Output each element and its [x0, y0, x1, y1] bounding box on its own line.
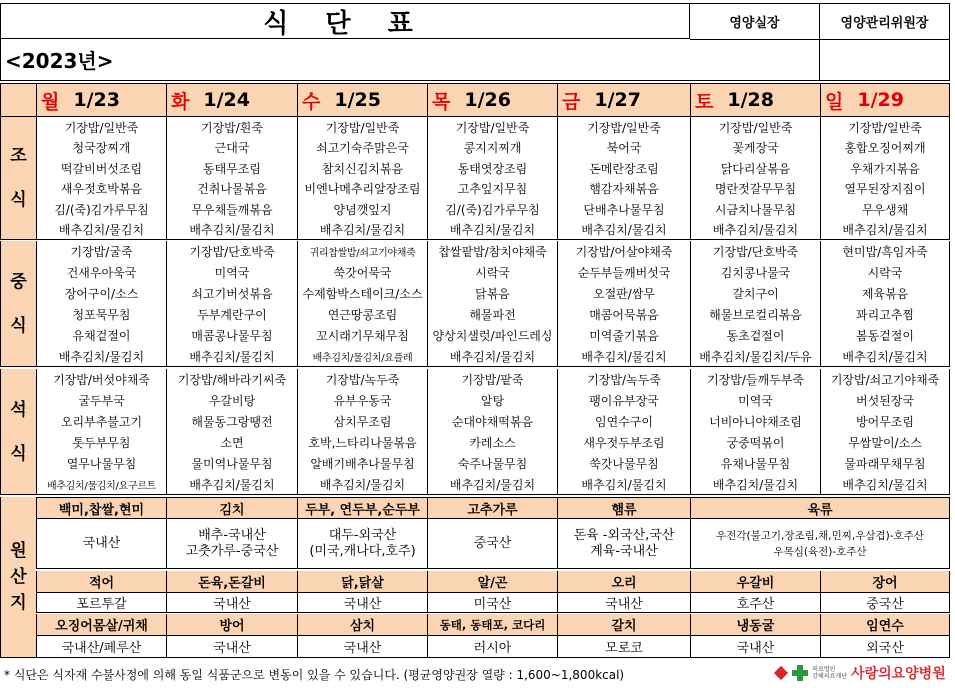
menu-item: 청포묵무침	[36, 304, 166, 325]
menu-item: 배추김치/물김치	[166, 474, 297, 495]
origin-value: 러시아	[427, 636, 557, 658]
menu-item: 기장밥/팥죽	[427, 369, 557, 390]
origin-header: 두부, 연두부,순두부	[297, 497, 427, 519]
menu-item: 무우채들깨볶음	[166, 199, 297, 220]
menu-item: 기장밥/단호박죽	[166, 241, 297, 262]
menu-item: 현미밥/흑임자죽	[820, 241, 950, 262]
menu-item: 유부우동국	[297, 390, 427, 411]
day-name: 수	[302, 90, 321, 113]
menu-item: 매콤콩나물무침	[166, 325, 297, 346]
menu-item: 기장밥/흰죽	[166, 117, 297, 138]
origin-label	[0, 497, 36, 658]
origin-value-line: 우목심(육전)-호주산	[773, 545, 867, 558]
origin-header: 고추가루	[427, 497, 557, 519]
menu-item: 해물파전	[427, 304, 557, 325]
day-header-2	[166, 83, 297, 117]
menu-item: 홍합오징어찌개	[820, 138, 950, 159]
menu-item: 배추김치/물김치	[297, 474, 427, 495]
meal-label-char: 석	[10, 399, 27, 420]
origin-header: 적어	[36, 571, 166, 593]
origin-value-line: 돈육 -외국산,국산	[573, 527, 675, 543]
origin-value-line: 국내산	[82, 535, 121, 551]
menu-item: 찹쌀팥밥/참치야채죽	[427, 241, 557, 262]
day-date: 1/25	[334, 89, 381, 111]
menu-item: 해물동그랑땡전	[166, 411, 297, 432]
menu-item: 기장밥/일반죽	[36, 117, 166, 138]
origin-value	[557, 519, 690, 569]
day-date: 1/29	[857, 89, 904, 111]
day-name: 금	[562, 90, 581, 113]
menu-item: 김/(죽)김가루무침	[427, 199, 557, 220]
menu-item: 기장밥/녹두죽	[297, 369, 427, 390]
meal-label-char: 식	[10, 443, 27, 464]
menu-item: 배추김치/물김치	[557, 220, 690, 241]
meal-label-char: 식	[10, 190, 27, 210]
menu-item: 톳두부무침	[36, 432, 166, 453]
menu-item: 호박,느타리나물볶음	[297, 432, 427, 453]
menu-item: 기장밥/일반죽	[820, 117, 950, 138]
origin-value-line: (미국,캐나다,호주)	[309, 543, 416, 559]
menu-item: 유채겉절이	[36, 325, 166, 346]
menu-item: 기장밥/들깨두부죽	[690, 369, 820, 390]
menu-item: 미역국	[690, 390, 820, 411]
menu-item: 배추김치/물김치/요구르트	[36, 474, 166, 495]
origin-header: 햄류	[557, 497, 690, 519]
menu-item: 건새우아욱국	[36, 262, 166, 283]
menu-item: 배추김치/물김치	[820, 346, 950, 367]
menu-item: 궁중떡볶이	[690, 432, 820, 453]
menu-item: 알탕	[427, 390, 557, 411]
sign-box-committee-chief[interactable]	[820, 39, 950, 81]
menu-item: 양상치샐럿/파인드레싱	[427, 325, 557, 346]
origin-header: 백미,찹쌀,현미	[36, 497, 166, 519]
menu-item: 배추김치/물김치	[297, 220, 427, 241]
menu-item: 시금치나물무침	[690, 199, 820, 220]
menu-item: 버섯된장국	[820, 390, 950, 411]
origin-value: 국내산	[297, 593, 427, 613]
hospital-sub2: 강혜의료재단	[812, 673, 848, 680]
menu-item: 건취나물볶음	[166, 179, 297, 200]
menu-item: 수제함박스테이크/소스	[297, 283, 427, 304]
menu-item: 배추김치/물김치	[557, 346, 690, 367]
page-title: 식 단 표	[0, 3, 690, 39]
menu-item: 순두부들깨버섯국	[557, 262, 690, 283]
day-date: 1/28	[727, 89, 774, 111]
day-date: 1/23	[73, 89, 120, 111]
origin-header: 알/곤	[427, 571, 557, 593]
origin-value	[690, 519, 950, 569]
menu-item: 배추김치/물김치	[557, 474, 690, 495]
menu-item: 쑥갓나물무침	[557, 453, 690, 474]
origin-value	[36, 519, 166, 569]
heart-icon	[774, 666, 788, 680]
menu-item: 알배기배추나물무침	[297, 453, 427, 474]
menu-item: 고추잎지무침	[427, 179, 557, 200]
menu-item: 우갈비탕	[166, 390, 297, 411]
meal-label-1	[0, 117, 36, 240]
origin-value: 국내산/페루산	[36, 636, 166, 658]
menu-item: 열무된장지짐이	[820, 179, 950, 200]
menu-item: 봄동겉절이	[820, 325, 950, 346]
menu-item: 소면	[166, 432, 297, 453]
hospital-logo	[770, 660, 952, 686]
day-header-5	[557, 83, 690, 117]
origin-header: 오징어몸살/귀채	[36, 614, 166, 636]
day-header-4	[427, 83, 557, 117]
menu-item: 숙주나물무침	[427, 453, 557, 474]
origin-value-line: 고춧가루-중국산	[185, 543, 279, 559]
menu-item: 우채가지볶음	[820, 158, 950, 179]
origin-header: 동태, 동태포, 코다리	[427, 614, 557, 636]
day-date: 1/26	[464, 89, 511, 111]
menu-item: 배추김치/물김치	[427, 346, 557, 367]
menu-item: 팽이유부장국	[557, 390, 690, 411]
origin-value: 호주산	[690, 593, 820, 613]
origin-label-char: 원	[10, 541, 27, 561]
meal-label-3	[0, 369, 36, 495]
footer-note: * 식단은 식자재 수불사정에 의해 동일 식품군으로 변동이 있을 수 있습니다. (평균영양권장 열량 : 1,600~1,800kcal)	[4, 667, 625, 682]
origin-value	[427, 519, 557, 569]
menu-item: 비엔나메추리알장조림	[297, 179, 427, 200]
menu-item: 기장밥/일반죽	[557, 117, 690, 138]
hospital-sub1: 의료법인	[812, 666, 836, 673]
menu-item: 미역국	[166, 262, 297, 283]
menu-item: 귀리찹쌀밥/쇠고기야채죽	[297, 241, 427, 262]
menu-item: 꽈리고추찜	[820, 304, 950, 325]
origin-header: 냉동굴	[690, 614, 820, 636]
origin-header: 돈육,돈갈비	[166, 571, 297, 593]
menu-item: 단배추나물무침	[557, 199, 690, 220]
sign-label-nutrition-chief: 영양실장	[690, 3, 820, 39]
day-header-3	[297, 83, 427, 117]
menu-item: 양념깻잎지	[297, 199, 427, 220]
menu-item: 쇠고기버섯볶음	[166, 283, 297, 304]
sign-label-committee-chief: 영양관리위원장	[820, 3, 950, 39]
menu-item: 물파래무채무침	[820, 453, 950, 474]
menu-item: 해물브로컬리볶음	[690, 304, 820, 325]
menu-item: 배추김치/물김치/요플레	[297, 346, 427, 367]
menu-item: 햄감자채볶음	[557, 179, 690, 200]
origin-header: 육류	[690, 497, 950, 519]
origin-header: 임연수	[820, 614, 950, 636]
meal-label-char: 식	[10, 315, 27, 336]
origin-value: 중국산	[820, 593, 950, 613]
menu-item: 새우젓호박볶음	[36, 179, 166, 200]
menu-item: 김/(죽)김가루무침	[36, 199, 166, 220]
day-date: 1/27	[594, 89, 641, 111]
menu-item: 기장밥/단호박죽	[690, 241, 820, 262]
menu-item: 갈치구이	[690, 283, 820, 304]
medical-cross-icon	[792, 665, 808, 681]
menu-item: 시락국	[427, 262, 557, 283]
menu-item: 물미역나물무침	[166, 453, 297, 474]
menu-item: 카레소스	[427, 432, 557, 453]
menu-item: 기장밥/녹두죽	[557, 369, 690, 390]
menu-item: 근대국	[166, 138, 297, 159]
day-header-6	[690, 83, 820, 117]
menu-item: 김치콩나물국	[690, 262, 820, 283]
origin-value-line: 배추-국내산	[198, 527, 266, 543]
menu-item: 돈메란장조림	[557, 158, 690, 179]
year-label: <2023년>	[0, 39, 690, 81]
origin-header: 닭,닭살	[297, 571, 427, 593]
origin-value: 국내산	[557, 593, 690, 613]
origin-value: 국내산	[166, 593, 297, 613]
origin-value-line: 중국산	[473, 535, 512, 551]
menu-item: 무우생채	[820, 199, 950, 220]
day-header-7	[820, 83, 950, 117]
day-date: 1/24	[203, 89, 250, 111]
menu-item: 굴두부국	[36, 390, 166, 411]
menu-item: 열무나물무침	[36, 453, 166, 474]
origin-label-char: 산	[10, 567, 27, 587]
menu-item: 닭다리살볶음	[690, 158, 820, 179]
menu-item: 콩지지찌개	[427, 138, 557, 159]
menu-item: 기장밥/일반죽	[297, 117, 427, 138]
menu-item: 배추김치/물김치	[36, 346, 166, 367]
menu-item: 기장밥/일반죽	[427, 117, 557, 138]
menu-item: 꼬시래기무채무침	[297, 325, 427, 346]
day-name: 목	[432, 90, 451, 113]
origin-header: 장어	[820, 571, 950, 593]
origin-header: 삼치	[297, 614, 427, 636]
hospital-sub-labels	[812, 666, 847, 680]
menu-item: 닭볶음	[427, 283, 557, 304]
menu-item: 새우젓두부조림	[557, 432, 690, 453]
menu-item: 기장밥/일반죽	[690, 117, 820, 138]
origin-value: 미국산	[427, 593, 557, 613]
menu-item: 장어구이/소스	[36, 283, 166, 304]
menu-item: 동태엿장조림	[427, 158, 557, 179]
day-name: 토	[695, 90, 714, 113]
origin-value: 국내산	[297, 636, 427, 658]
menu-item: 배추김치/물김치	[690, 220, 820, 241]
origin-value: 국내산	[166, 636, 297, 658]
origin-header: 김치	[166, 497, 297, 519]
sign-box-nutrition-chief[interactable]	[690, 39, 820, 81]
menu-item: 명란젓갈무무침	[690, 179, 820, 200]
meal-label-2	[0, 241, 36, 367]
menu-item: 동초겉절이	[690, 325, 820, 346]
menu-item: 배추김치/물김치	[820, 220, 950, 241]
origin-header: 방어	[166, 614, 297, 636]
menu-item: 배추김치/물김치	[36, 220, 166, 241]
origin-value-line: 대두-외국산	[328, 527, 397, 543]
origin-value: 포르투갈	[36, 593, 166, 613]
menu-item: 동태무조림	[166, 158, 297, 179]
meal-label-char: 조	[10, 146, 27, 166]
menu-item: 매콤어묵볶음	[557, 304, 690, 325]
menu-item: 배추김치/물김치/두유	[690, 346, 820, 367]
origin-header: 우갈비	[690, 571, 820, 593]
menu-item: 시락국	[820, 262, 950, 283]
day-header-corner	[0, 83, 36, 117]
origin-value	[297, 519, 427, 569]
menu-item: 무쌈말이/소스	[820, 432, 950, 453]
origin-value: 외국산	[820, 636, 950, 658]
origin-value	[166, 519, 297, 569]
menu-item: 기장밥/굴죽	[36, 241, 166, 262]
menu-item: 배추김치/물김치	[690, 474, 820, 495]
origin-header: 갈치	[557, 614, 690, 636]
menu-item: 오리부추불고기	[36, 411, 166, 432]
menu-item: 기장밥/버섯야채죽	[36, 369, 166, 390]
menu-item: 쑥갓어묵국	[297, 262, 427, 283]
origin-header: 오리	[557, 571, 690, 593]
origin-value-line: 계육-국내산	[590, 543, 658, 559]
day-name: 화	[171, 90, 190, 113]
meal-label-char: 중	[10, 271, 27, 292]
menu-item: 배추김치/물김치	[166, 346, 297, 367]
menu-item: 연근땅콩조림	[297, 304, 427, 325]
menu-item: 임연수구이	[557, 411, 690, 432]
menu-item: 배추김치/물김치	[820, 474, 950, 495]
menu-item: 청국장찌개	[36, 138, 166, 159]
menu-item: 배추김치/물김치	[427, 220, 557, 241]
menu-item: 미역줄기볶음	[557, 325, 690, 346]
menu-item: 순대야채떡볶음	[427, 411, 557, 432]
origin-value: 국내산	[690, 636, 820, 658]
day-header-1	[36, 83, 166, 117]
menu-item: 방어무조림	[820, 411, 950, 432]
menu-item: 쇠고기숙주맑은국	[297, 138, 427, 159]
origin-value-line: 우전각(불고기,장조림,채,민찌,우삼겹)-호주산	[716, 529, 924, 542]
menu-item: 꽃게장국	[690, 138, 820, 159]
menu-item: 기장밥/쇠고기야채죽	[820, 369, 950, 390]
day-name: 일	[825, 90, 844, 113]
menu-item: 떡갈비버섯조림	[36, 158, 166, 179]
menu-item: 배추김치/물김치	[166, 220, 297, 241]
origin-value: 모로코	[557, 636, 690, 658]
menu-item: 기장밥/어살야채죽	[557, 241, 690, 262]
menu-item: 두부계란구이	[166, 304, 297, 325]
menu-item: 오절판/쌈무	[557, 283, 690, 304]
menu-item: 북어국	[557, 138, 690, 159]
menu-item: 기장밥/해바라기씨죽	[166, 369, 297, 390]
hospital-name: 사랑의요양병원	[851, 666, 946, 682]
origin-label-char: 지	[10, 593, 27, 613]
menu-item: 삼치무조림	[297, 411, 427, 432]
menu-item: 유채나물무침	[690, 453, 820, 474]
menu-item: 참치신김치볶음	[297, 158, 427, 179]
menu-item: 제육볶음	[820, 283, 950, 304]
menu-item: 너비아니야채조림	[690, 411, 820, 432]
menu-item: 배추김치/물김치	[427, 474, 557, 495]
day-name: 월	[41, 90, 60, 113]
